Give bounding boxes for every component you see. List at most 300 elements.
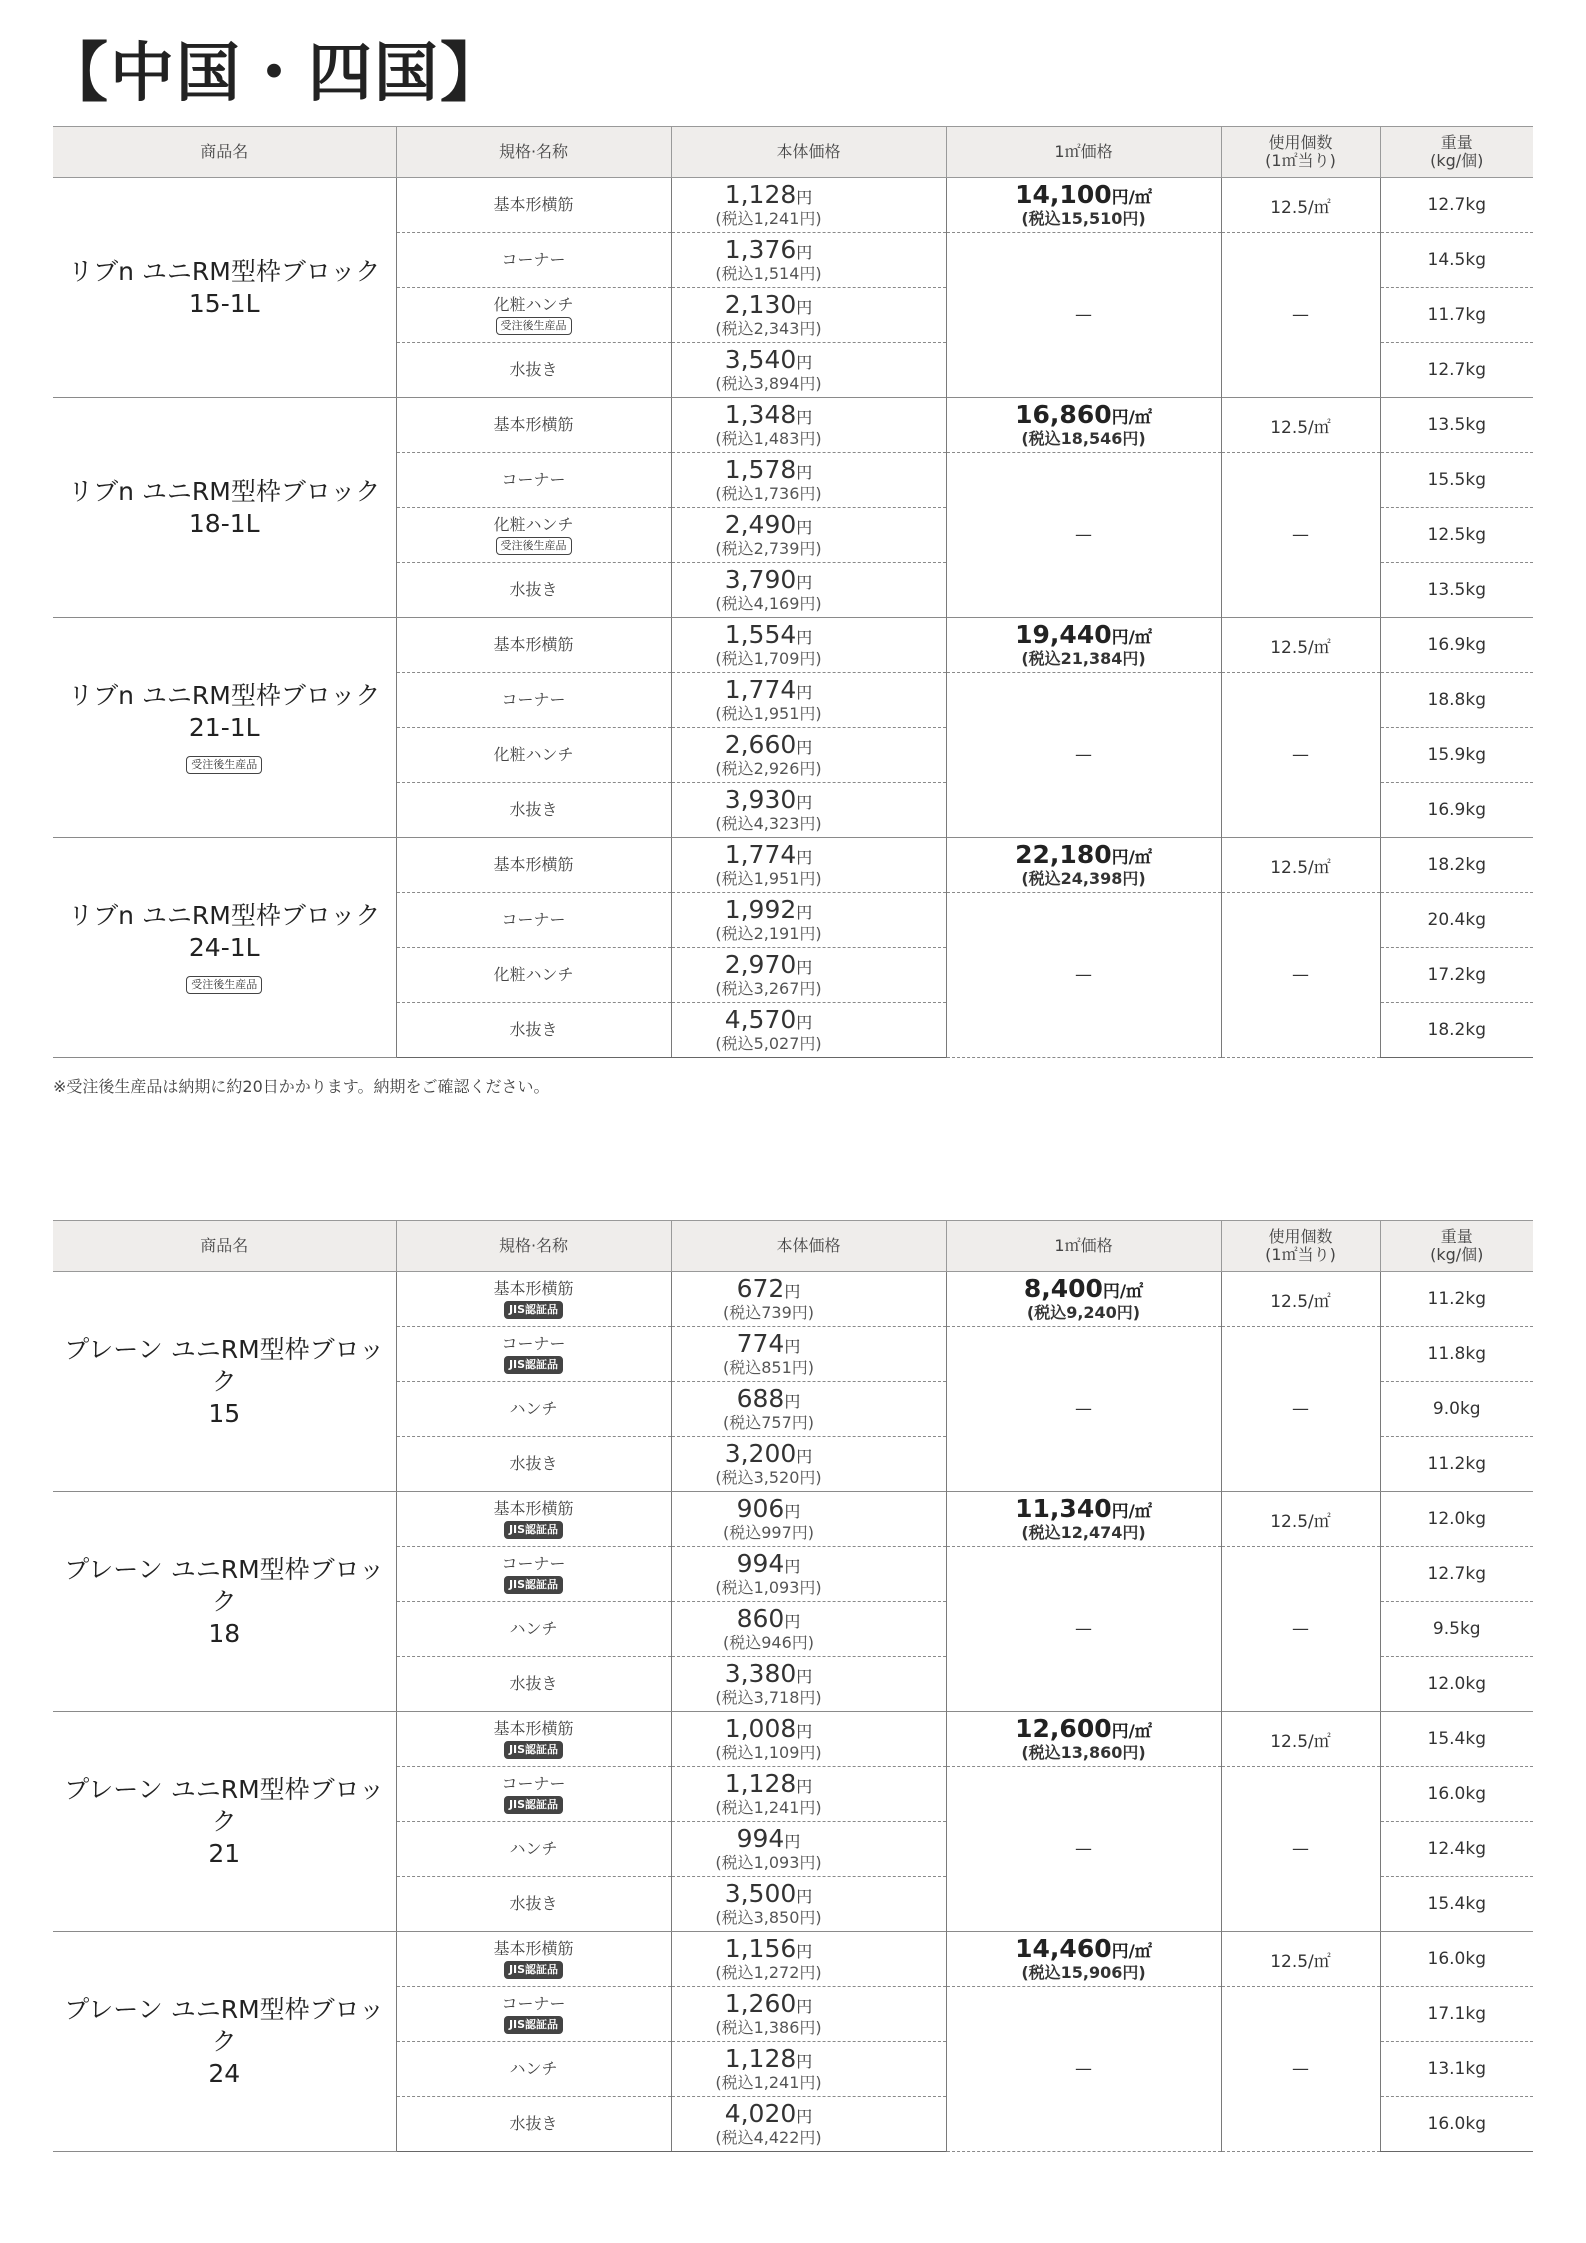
- product-name-line: プレーン ユニRM型枠ブロック: [64, 1994, 385, 2056]
- table-row: [53, 1932, 1533, 1987]
- spec-cell: [396, 1003, 671, 1058]
- price-tax-included: (税込1,241円): [715, 2072, 822, 2092]
- footnote: ※受注後生産品は納期に約20日かかります。納期をご確認ください。: [53, 1077, 550, 1096]
- price-cell: [671, 508, 946, 563]
- yen-unit: 円: [784, 1501, 801, 1521]
- product-name-cell: [53, 1932, 396, 2152]
- price-number: 1,578: [724, 454, 797, 484]
- table-header-row: [53, 1221, 1533, 1272]
- yen-unit: 円: [796, 242, 813, 262]
- spec-cell: [396, 1712, 671, 1767]
- price-number: 994: [736, 1823, 785, 1853]
- spec-label: 基本形横筋: [493, 1278, 574, 1298]
- price-cell: [671, 1003, 946, 1058]
- spec-cell: [396, 673, 671, 728]
- spec-label: コーナー: [501, 470, 566, 489]
- price-cell: [671, 178, 946, 233]
- yen-unit: 円: [784, 1556, 801, 1576]
- header-product: 商品名: [53, 127, 396, 178]
- spec-cell: [396, 948, 671, 1003]
- weight-cell: 11.8kg: [1380, 1327, 1533, 1382]
- spec-cell: [396, 563, 671, 618]
- spec-label: コーナー: [501, 690, 566, 709]
- yen-unit: 円: [796, 957, 813, 977]
- usage-cell: 12.5/㎡: [1221, 838, 1380, 893]
- header-weight-line2: (kg/個): [1430, 151, 1484, 170]
- yen-unit: 円: [784, 1281, 801, 1301]
- spec-cell: [396, 233, 671, 288]
- weight-cell: 18.2kg: [1380, 838, 1533, 893]
- price-value: [672, 1988, 866, 2019]
- jis-certified-badge: JIS認証品: [504, 2016, 563, 2034]
- price-tax-included: (税込4,169円): [715, 593, 822, 613]
- price-number: 2,130: [724, 289, 797, 319]
- price-cell: [671, 563, 946, 618]
- price-tax-included: (税込2,343円): [715, 318, 822, 338]
- yen-unit: 円: [796, 902, 813, 922]
- spec-cell: [396, 1437, 671, 1492]
- price-cell: [671, 2097, 946, 2152]
- sqm-price-tax-included: (税込24,398円): [1021, 868, 1146, 888]
- weight-cell: 12.7kg: [1380, 178, 1533, 233]
- sqm-price-cell: [946, 1492, 1221, 1547]
- page-title: 【中国・四国】: [44, 36, 506, 111]
- sqm-price-unit: 円/㎡: [1111, 187, 1152, 208]
- sqm-price-value: [947, 839, 1221, 870]
- spec-label: 水抜き: [509, 580, 558, 599]
- yen-unit: 円: [796, 1941, 813, 1961]
- yen-unit: 円: [796, 407, 813, 427]
- sqm-price-number: 11,340: [1015, 1493, 1112, 1523]
- spec-cell: [396, 1877, 671, 1932]
- usage-dash: —: [1221, 1327, 1380, 1492]
- price-number: 4,570: [724, 1004, 797, 1034]
- price-value: [672, 1493, 866, 1524]
- price-cell: [671, 1547, 946, 1602]
- usage-cell: 12.5/㎡: [1221, 1712, 1380, 1767]
- price-tax-included: (税込1,241円): [715, 1797, 822, 1817]
- price-number: 774: [736, 1328, 785, 1358]
- spec-cell: [396, 1492, 671, 1547]
- sqm-price-tax-included: (税込9,240円): [1026, 1302, 1141, 1322]
- spec-cell: [396, 1327, 671, 1382]
- price-value: [672, 1658, 866, 1689]
- sqm-price-dash: —: [946, 1547, 1221, 1712]
- price-cell: [671, 838, 946, 893]
- price-value: [672, 1273, 866, 1304]
- price-tax-included: (税込1,951円): [715, 868, 822, 888]
- sqm-price-value: [947, 399, 1221, 430]
- price-value: [672, 839, 866, 870]
- sqm-price-number: 14,460: [1015, 1933, 1112, 1963]
- yen-unit: 円: [796, 627, 813, 647]
- spec-label: 基本形横筋: [493, 415, 574, 434]
- spec-cell: [396, 398, 671, 453]
- yen-unit: 円: [796, 187, 813, 207]
- spec-cell: [396, 288, 671, 343]
- price-number: 1,774: [724, 839, 797, 869]
- header-usage-line2: (1㎡当り): [1265, 1245, 1336, 1264]
- sqm-price-unit: 円/㎡: [1111, 1721, 1152, 1742]
- price-cell: [671, 343, 946, 398]
- price-number: 4,020: [724, 2098, 797, 2128]
- spec-cell: [396, 618, 671, 673]
- header-spec: 規格·名称: [396, 1221, 671, 1272]
- header-usage-line1: 使用個数: [1268, 133, 1333, 152]
- weight-cell: 18.2kg: [1380, 1003, 1533, 1058]
- weight-cell: 11.7kg: [1380, 288, 1533, 343]
- sqm-price-cell: [946, 178, 1221, 233]
- price-table-rib: [53, 126, 1533, 1058]
- sqm-price-dash: —: [946, 453, 1221, 618]
- weight-cell: 12.7kg: [1380, 343, 1533, 398]
- price-number: 3,380: [724, 1658, 797, 1688]
- header-weight-line1: 重量: [1440, 133, 1473, 152]
- price-tax-included: (税込851円): [722, 1357, 815, 1377]
- price-tax-included: (税込4,323円): [715, 813, 822, 833]
- weight-cell: 12.0kg: [1380, 1657, 1533, 1712]
- price-cell: [671, 2042, 946, 2097]
- usage-cell: 12.5/㎡: [1221, 398, 1380, 453]
- price-value: [672, 564, 866, 595]
- product-name-line: 24-1L: [188, 932, 260, 962]
- header-price: 本体価格: [671, 127, 946, 178]
- spec-cell: [396, 2042, 671, 2097]
- price-value: [672, 1548, 866, 1579]
- price-value: [672, 784, 866, 815]
- spec-cell: [396, 728, 671, 783]
- yen-unit: 円: [784, 1391, 801, 1411]
- yen-unit: 円: [784, 1336, 801, 1356]
- spec-label: 基本形横筋: [493, 1498, 574, 1518]
- price-tax-included: (税込1,109円): [715, 1742, 822, 1762]
- price-number: 672: [736, 1273, 785, 1303]
- price-number: 2,660: [724, 729, 797, 759]
- sqm-price-cell: [946, 398, 1221, 453]
- yen-unit: 円: [796, 352, 813, 372]
- spec-label: ハンチ: [509, 1399, 558, 1418]
- product-name-cell: [53, 1272, 396, 1492]
- spec-label: 基本形横筋: [493, 195, 574, 214]
- jis-certified-badge: JIS認証品: [504, 1521, 563, 1539]
- price-cell: [671, 1877, 946, 1932]
- product-name-line: プレーン ユニRM型枠ブロック: [64, 1334, 385, 1396]
- spec-cell: [396, 1767, 671, 1822]
- spec-cell: [396, 508, 671, 563]
- product-name-line: プレーン ユニRM型枠ブロック: [64, 1774, 385, 1836]
- usage-dash: —: [1221, 1767, 1380, 1932]
- spec-label: 水抜き: [509, 360, 558, 379]
- sqm-price-tax-included: (税込15,906円): [1021, 1962, 1146, 1982]
- price-cell: [671, 453, 946, 508]
- weight-cell: 15.5kg: [1380, 453, 1533, 508]
- sqm-price-cell: [946, 1712, 1221, 1767]
- yen-unit: 円: [796, 2051, 813, 2071]
- sqm-price-tax-included: (税込15,510円): [1021, 208, 1146, 228]
- product-name-line: リブn ユニRM型枠ブロック: [68, 680, 381, 710]
- spec-label: コーナー: [501, 1993, 566, 2013]
- yen-unit: 円: [796, 297, 813, 317]
- price-value: [672, 1713, 866, 1744]
- price-cell: [671, 1712, 946, 1767]
- spec-label: 基本形横筋: [493, 1938, 574, 1958]
- product-name-line: プレーン ユニRM型枠ブロック: [64, 1554, 385, 1616]
- product-name-line: 18-1L: [188, 508, 260, 538]
- sqm-price-cell: [946, 838, 1221, 893]
- header-usage: [1221, 1221, 1380, 1272]
- product-name-cell: [53, 1492, 396, 1712]
- table-row: [53, 1272, 1533, 1327]
- made-to-order-badge: 受注後生産品: [186, 756, 262, 774]
- sqm-price-dash: —: [946, 233, 1221, 398]
- price-table-plain: [53, 1220, 1533, 2152]
- weight-cell: 12.5kg: [1380, 508, 1533, 563]
- price-value: [672, 509, 866, 540]
- yen-unit: 円: [784, 1611, 801, 1631]
- weight-cell: 16.0kg: [1380, 2097, 1533, 2152]
- weight-cell: 11.2kg: [1380, 1272, 1533, 1327]
- spec-cell: [396, 1272, 671, 1327]
- jis-certified-badge: JIS認証品: [504, 1796, 563, 1814]
- spec-label: 化粧ハンチ: [493, 745, 574, 764]
- spec-label: 化粧ハンチ: [493, 965, 574, 984]
- spec-cell: [396, 1822, 671, 1877]
- product-name-line: リブn ユニRM型枠ブロック: [68, 900, 381, 930]
- usage-cell: 12.5/㎡: [1221, 1492, 1380, 1547]
- weight-cell: 12.4kg: [1380, 1822, 1533, 1877]
- price-tax-included: (税込1,241円): [715, 208, 822, 228]
- spec-label: コーナー: [501, 1333, 566, 1353]
- price-number: 688: [736, 1383, 785, 1413]
- table-body: [53, 178, 1533, 1058]
- price-number: 3,500: [724, 1878, 797, 1908]
- price-cell: [671, 948, 946, 1003]
- price-value: [672, 1383, 866, 1414]
- product-name-cell: [53, 1712, 396, 1932]
- product-name-line: 15: [208, 1398, 241, 1428]
- header-usage-line2: (1㎡当り): [1265, 151, 1336, 170]
- spec-label: 水抜き: [509, 1454, 558, 1473]
- sqm-price-number: 14,100: [1015, 179, 1112, 209]
- price-value: [672, 1823, 866, 1854]
- weight-cell: 15.4kg: [1380, 1712, 1533, 1767]
- sqm-price-value: [947, 619, 1221, 650]
- sqm-price-number: 16,860: [1015, 399, 1112, 429]
- header-weight-line2: (kg/個): [1430, 1245, 1484, 1264]
- spec-label: 水抜き: [509, 800, 558, 819]
- price-number: 1,128: [724, 2043, 797, 2073]
- weight-cell: 13.5kg: [1380, 563, 1533, 618]
- yen-unit: 円: [796, 1446, 813, 1466]
- made-to-order-badge: 受注後生産品: [496, 317, 572, 335]
- yen-unit: 円: [796, 1666, 813, 1686]
- spec-cell: [396, 178, 671, 233]
- sqm-price-unit: 円/㎡: [1111, 847, 1152, 868]
- price-value: [672, 1933, 866, 1964]
- price-number: 994: [736, 1548, 785, 1578]
- sqm-price-tax-included: (税込18,546円): [1021, 428, 1146, 448]
- price-value: [672, 2043, 866, 2074]
- yen-unit: 円: [796, 1012, 813, 1032]
- sqm-price-dash: —: [946, 1327, 1221, 1492]
- jis-certified-badge: JIS認証品: [504, 1576, 563, 1594]
- sqm-price-tax-included: (税込21,384円): [1021, 648, 1146, 668]
- weight-cell: 18.8kg: [1380, 673, 1533, 728]
- yen-unit: 円: [796, 1721, 813, 1741]
- price-value: [672, 729, 866, 760]
- sqm-price-unit: 円/㎡: [1111, 1501, 1152, 1522]
- spec-cell: [396, 343, 671, 398]
- price-value: [672, 949, 866, 980]
- price-number: 2,490: [724, 509, 797, 539]
- price-cell: [671, 673, 946, 728]
- table-row: [53, 838, 1533, 893]
- spec-label: ハンチ: [509, 2059, 558, 2078]
- table-row: [53, 1492, 1533, 1547]
- price-value: [672, 454, 866, 485]
- price-value: [672, 1328, 866, 1359]
- price-cell: [671, 1382, 946, 1437]
- product-name-line: 24: [208, 2058, 241, 2088]
- price-tax-included: (税込997円): [722, 1522, 815, 1542]
- table-body: [53, 1272, 1533, 2152]
- spec-label: コーナー: [501, 910, 566, 929]
- weight-cell: 16.0kg: [1380, 1767, 1533, 1822]
- spec-label: 水抜き: [509, 1894, 558, 1913]
- weight-cell: 16.9kg: [1380, 783, 1533, 838]
- price-value: [672, 894, 866, 925]
- spec-label: 基本形横筋: [493, 1718, 574, 1738]
- price-cell: [671, 1657, 946, 1712]
- usage-dash: —: [1221, 453, 1380, 618]
- sqm-price-dash: —: [946, 673, 1221, 838]
- price-cell: [671, 618, 946, 673]
- price-tax-included: (税込1,093円): [715, 1577, 822, 1597]
- price-tax-included: (税込3,267円): [715, 978, 822, 998]
- price-number: 1,008: [724, 1713, 797, 1743]
- product-name-cell: [53, 398, 396, 618]
- product-name-line: 18: [208, 1618, 241, 1648]
- weight-cell: 13.5kg: [1380, 398, 1533, 453]
- weight-cell: 16.9kg: [1380, 618, 1533, 673]
- header-weight-line1: 重量: [1440, 1227, 1473, 1246]
- product-name-line: リブn ユニRM型枠ブロック: [68, 476, 381, 506]
- yen-unit: 円: [796, 462, 813, 482]
- price-number: 3,200: [724, 1438, 797, 1468]
- usage-cell: 12.5/㎡: [1221, 178, 1380, 233]
- sqm-price-value: [947, 1493, 1221, 1524]
- product-name-line: 21-1L: [188, 712, 260, 742]
- price-value: [672, 619, 866, 650]
- spec-label: 水抜き: [509, 1674, 558, 1693]
- table-header-row: [53, 127, 1533, 178]
- sqm-price-dash: —: [946, 1987, 1221, 2152]
- sqm-price-value: [947, 1713, 1221, 1744]
- spec-label: 基本形横筋: [493, 635, 574, 654]
- usage-dash: —: [1221, 233, 1380, 398]
- price-value: [672, 1004, 866, 1035]
- price-cell: [671, 1822, 946, 1877]
- price-number: 3,540: [724, 344, 797, 374]
- price-cell: [671, 398, 946, 453]
- made-to-order-badge: 受注後生産品: [496, 537, 572, 555]
- price-value: [672, 2098, 866, 2129]
- spec-cell: [396, 1932, 671, 1987]
- table-row: [53, 398, 1533, 453]
- header-price: 本体価格: [671, 1221, 946, 1272]
- price-tax-included: (税込1,709円): [715, 648, 822, 668]
- price-value: [672, 1878, 866, 1909]
- sqm-price-dash: —: [946, 893, 1221, 1058]
- sqm-price-unit: 円/㎡: [1111, 407, 1152, 428]
- price-tax-included: (税込739円): [722, 1302, 815, 1322]
- jis-certified-badge: JIS認証品: [504, 1301, 563, 1319]
- sqm-price-unit: 円/㎡: [1102, 1281, 1144, 1302]
- price-tax-included: (税込1,951円): [715, 703, 822, 723]
- yen-unit: 円: [796, 517, 813, 537]
- table-row: [53, 1712, 1533, 1767]
- price-cell: [671, 728, 946, 783]
- price-cell: [671, 1767, 946, 1822]
- sqm-price-tax-included: (税込13,860円): [1021, 1742, 1146, 1762]
- price-value: [672, 1438, 866, 1469]
- price-tax-included: (税込2,739円): [715, 538, 822, 558]
- yen-unit: 円: [796, 1996, 813, 2016]
- spec-label: 化粧ハンチ: [493, 514, 574, 534]
- weight-cell: 15.9kg: [1380, 728, 1533, 783]
- jis-certified-badge: JIS認証品: [504, 1961, 563, 1979]
- price-tax-included: (税込5,027円): [715, 1033, 822, 1053]
- weight-cell: 14.5kg: [1380, 233, 1533, 288]
- price-tax-included: (税込2,926円): [715, 758, 822, 778]
- sqm-price-cell: [946, 618, 1221, 673]
- spec-label: 水抜き: [509, 1020, 558, 1039]
- price-number: 1,260: [724, 1988, 797, 2018]
- sqm-price-dash: —: [946, 1767, 1221, 1932]
- weight-cell: 20.4kg: [1380, 893, 1533, 948]
- price-value: [672, 399, 866, 430]
- weight-cell: 17.1kg: [1380, 1987, 1533, 2042]
- price-number: 1,554: [724, 619, 797, 649]
- sqm-price-value: [947, 1273, 1221, 1304]
- price-number: 1,128: [724, 179, 797, 209]
- weight-cell: 16.0kg: [1380, 1932, 1533, 1987]
- table-row: [53, 618, 1533, 673]
- header-usage: [1221, 127, 1380, 178]
- weight-cell: 12.0kg: [1380, 1492, 1533, 1547]
- usage-dash: —: [1221, 673, 1380, 838]
- price-number: 906: [736, 1493, 785, 1523]
- price-cell: [671, 783, 946, 838]
- sqm-price-cell: [946, 1272, 1221, 1327]
- price-number: 860: [736, 1603, 785, 1633]
- weight-cell: 11.2kg: [1380, 1437, 1533, 1492]
- price-number: 2,970: [724, 949, 797, 979]
- price-number: 3,930: [724, 784, 797, 814]
- usage-dash: —: [1221, 1547, 1380, 1712]
- header-usage-line1: 使用個数: [1268, 1227, 1333, 1246]
- yen-unit: 円: [784, 1831, 801, 1851]
- yen-unit: 円: [796, 1886, 813, 1906]
- yen-unit: 円: [796, 2106, 813, 2126]
- header-sqm-price: 1㎡価格: [946, 127, 1221, 178]
- price-tax-included: (税込1,272円): [715, 1962, 822, 1982]
- header-spec: 規格·名称: [396, 127, 671, 178]
- spec-cell: [396, 1382, 671, 1437]
- spec-cell: [396, 2097, 671, 2152]
- header-weight: [1380, 1221, 1533, 1272]
- price-tax-included: (税込3,894円): [715, 373, 822, 393]
